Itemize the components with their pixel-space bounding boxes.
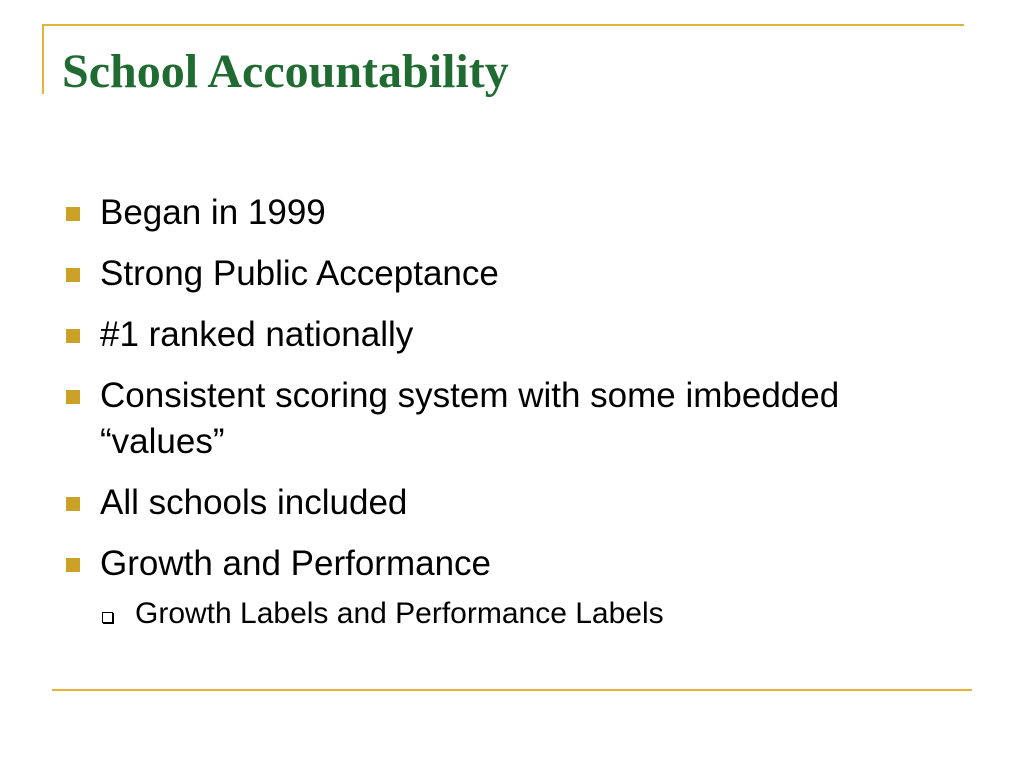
bullet-item xyxy=(60,541,960,587)
slide-title: School Accountability xyxy=(62,45,509,98)
bullet-item xyxy=(60,480,960,526)
hollow-square-bullet-icon xyxy=(102,612,113,623)
bullet-item xyxy=(60,251,960,297)
filled-square-bullet-icon xyxy=(66,329,80,343)
bullet-item xyxy=(60,190,960,236)
left-accent-rule xyxy=(42,24,44,94)
bullet-item xyxy=(60,373,960,465)
filled-square-bullet-icon xyxy=(66,497,80,511)
bullet-text: Strong Public Acceptance xyxy=(100,254,499,293)
bullet-text: Began in 1999 xyxy=(100,193,326,232)
sub-bullet-item xyxy=(100,594,960,634)
filled-square-bullet-icon xyxy=(66,390,80,404)
bottom-accent-rule xyxy=(52,689,972,691)
filled-square-bullet-icon xyxy=(66,558,80,572)
filled-square-bullet-icon xyxy=(66,207,80,221)
bullet-list xyxy=(60,190,960,634)
filled-square-bullet-icon xyxy=(66,268,80,282)
bullet-text: Consistent scoring system with some imbedded “values” xyxy=(100,376,840,461)
bullet-text: #1 ranked nationally xyxy=(100,315,414,354)
bullet-text: All schools included xyxy=(100,483,408,522)
top-accent-rule xyxy=(42,24,964,26)
bullet-item xyxy=(60,312,960,358)
bullet-text: Growth and Performance xyxy=(100,544,492,583)
sub-bullet-text: Growth Labels and Performance Labels xyxy=(135,597,664,630)
